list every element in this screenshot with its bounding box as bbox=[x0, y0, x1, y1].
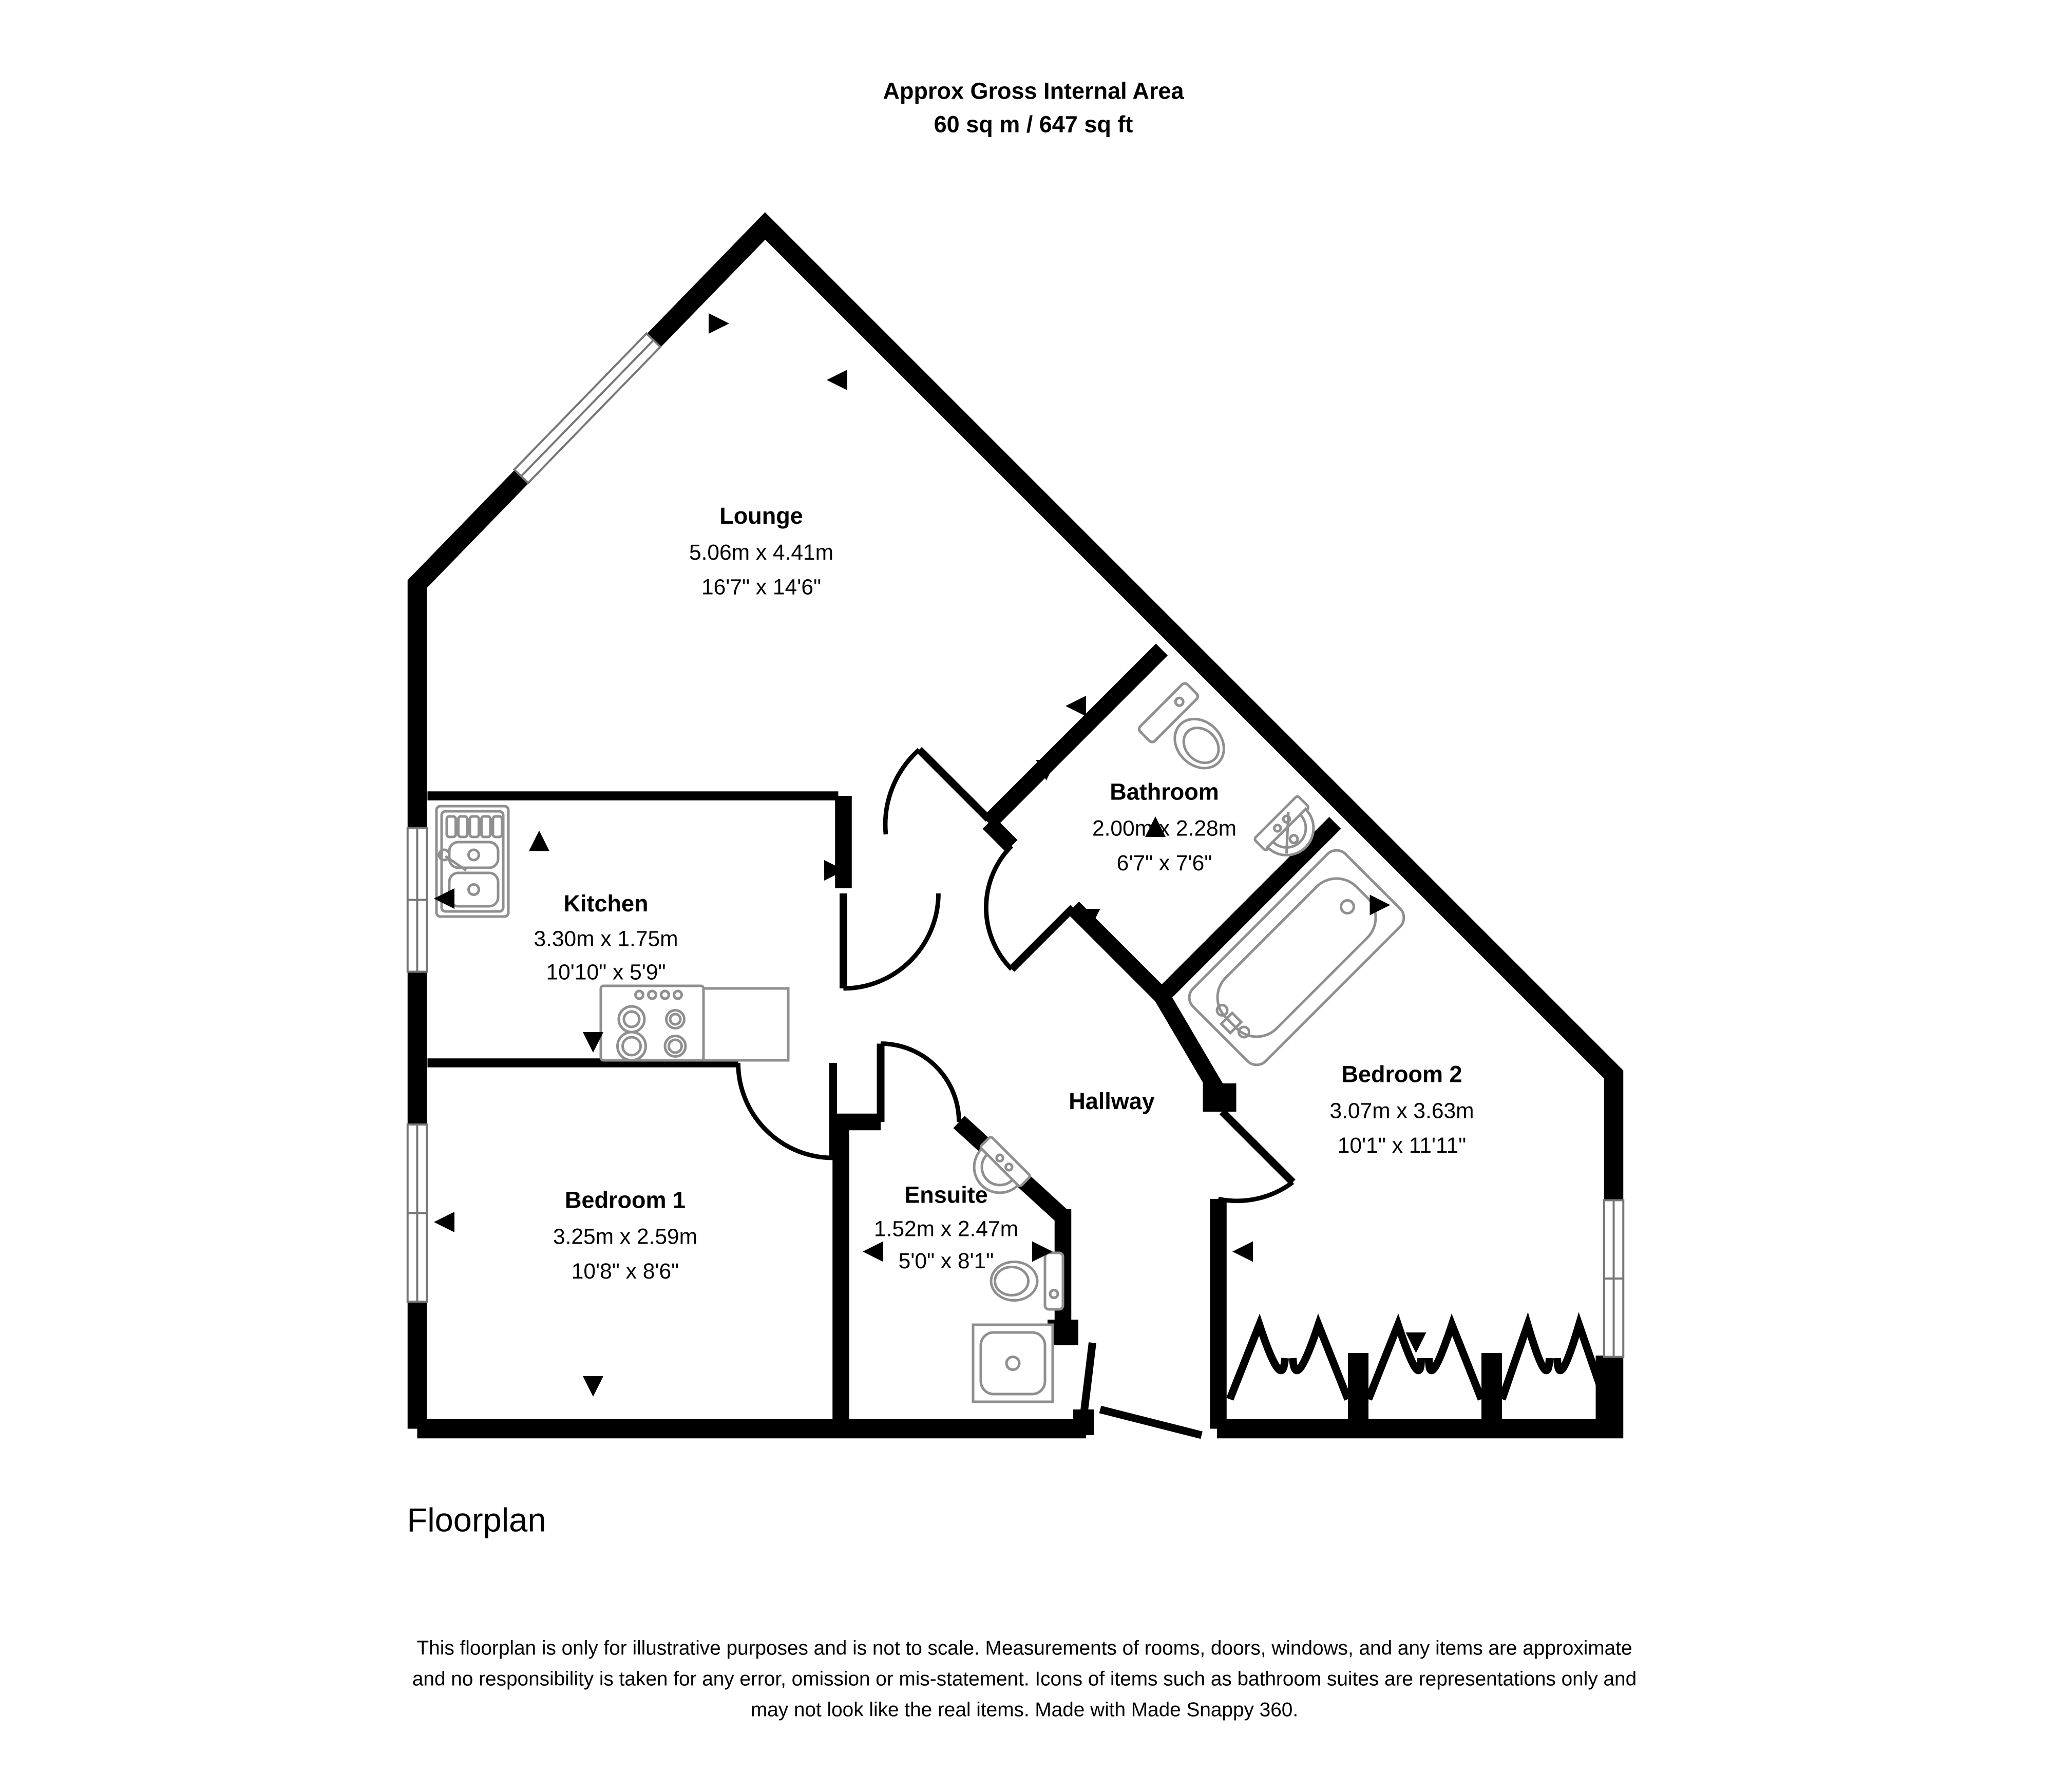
bedroom1-label bbox=[553, 1187, 697, 1284]
lounge-metric: 5.06m x 4.41m bbox=[689, 541, 834, 565]
ensuite-toilet-icon bbox=[991, 1253, 1063, 1309]
camera-arrow-icon bbox=[827, 370, 847, 390]
camera-arrow-icon bbox=[434, 1212, 454, 1232]
camera-arrow-icon bbox=[863, 1242, 883, 1262]
ensuite-label bbox=[874, 1182, 1018, 1274]
lounge-door-icon bbox=[885, 750, 988, 834]
bedroom1-door-icon bbox=[738, 1063, 833, 1158]
disclaimer-line-2: and no responsibility is taken for any error, omission or mis-statement. Icons of items such as bathroom suites are representations only and bbox=[412, 1668, 1637, 1690]
kitchen-window-icon bbox=[408, 828, 427, 972]
lounge-name: Lounge bbox=[719, 503, 803, 529]
plan-title: Floorplan bbox=[407, 1501, 546, 1539]
bedroom1-imperial: 10'8" x 8'6" bbox=[571, 1260, 679, 1284]
wardrobe-icon bbox=[1368, 1325, 1481, 1399]
bedroom1-window-icon bbox=[408, 1124, 427, 1302]
lounge-window-icon bbox=[515, 334, 661, 483]
lounge-label bbox=[689, 503, 833, 600]
disclaimer-line-3: may not look like the real items. Made with Made Snappy 360. bbox=[750, 1699, 1299, 1721]
bedroom2-imperial: 10'1" x 11'11" bbox=[1337, 1134, 1467, 1158]
bedroom2-label bbox=[1329, 1061, 1474, 1158]
bathroom-metric: 2.00m x 2.28m bbox=[1092, 816, 1237, 841]
ensuite-door-icon bbox=[881, 1044, 959, 1122]
bathroom-name: Bathroom bbox=[1110, 778, 1219, 805]
camera-arrow-icon bbox=[583, 1376, 603, 1397]
title-line-1: Approx Gross Internal Area bbox=[883, 78, 1184, 104]
wardrobe-icon bbox=[1502, 1325, 1605, 1399]
camera-arrow-icon bbox=[1232, 1242, 1253, 1262]
bedroom2-metric: 3.07m x 3.63m bbox=[1329, 1099, 1474, 1123]
bathroom-label bbox=[1092, 779, 1237, 875]
hallway-name: Hallway bbox=[1069, 1088, 1155, 1114]
kitchen-imperial: 10'10" x 5'9" bbox=[546, 960, 666, 985]
camera-arrow-icon bbox=[529, 831, 549, 851]
kitchen-counter-icon bbox=[703, 988, 788, 1060]
ensuite-metric: 1.52m x 2.47m bbox=[873, 1217, 1019, 1242]
disclaimer bbox=[412, 1637, 1637, 1721]
shower-icon bbox=[973, 1325, 1053, 1402]
bathroom-imperial: 6'7" x 7'6" bbox=[1116, 851, 1212, 875]
camera-arrow-icon bbox=[1066, 696, 1086, 716]
hob-icon bbox=[601, 986, 703, 1060]
disclaimer-line-1: This floorplan is only for illustrative purposes and is not to scale. Measurements of rooms, doors, windows, and any items are approximate bbox=[416, 1637, 1632, 1660]
kitchen-door-icon bbox=[844, 893, 939, 988]
kitchen-label bbox=[534, 890, 678, 984]
bedroom2-door-icon bbox=[1219, 1112, 1293, 1201]
ensuite-imperial: 5'0" x 8'1" bbox=[898, 1249, 994, 1273]
bathtub-icon bbox=[1184, 845, 1409, 1070]
wardrobe-icon bbox=[1230, 1325, 1348, 1399]
bedroom1-metric: 3.25m x 2.59m bbox=[553, 1225, 698, 1249]
title-line-2: 60 sq m / 647 sq ft bbox=[934, 111, 1133, 138]
camera-arrow-icon bbox=[709, 313, 729, 334]
lounge-imperial: 16'7" x 14'6" bbox=[701, 575, 822, 600]
bathroom-door-icon bbox=[986, 846, 1073, 969]
kitchen-name: Kitchen bbox=[563, 890, 649, 917]
kitchen-metric: 3.30m x 1.75m bbox=[534, 927, 678, 951]
bedroom2-window-icon bbox=[1604, 1200, 1624, 1357]
ensuite-name: Ensuite bbox=[904, 1181, 988, 1208]
entrance-door-icon bbox=[1082, 1343, 1202, 1435]
bedroom2-name: Bedroom 2 bbox=[1341, 1061, 1462, 1088]
bedroom1-name: Bedroom 1 bbox=[564, 1187, 686, 1213]
